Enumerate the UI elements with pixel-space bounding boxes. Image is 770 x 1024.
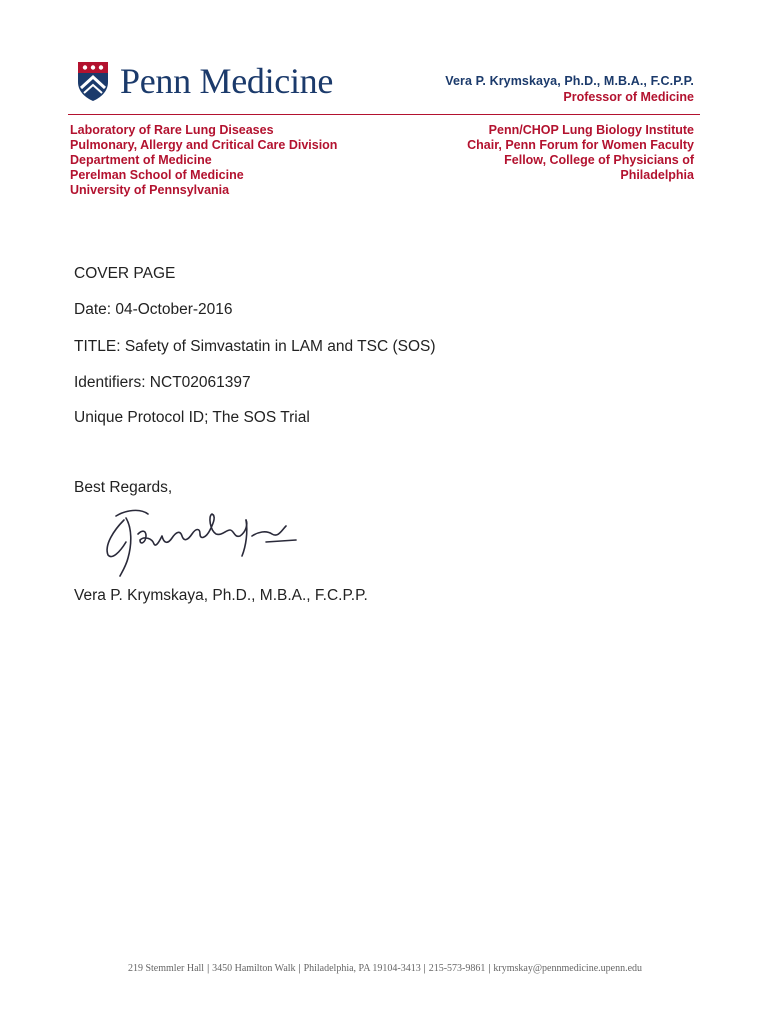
- affiliation-line: Pulmonary, Allergy and Critical Care Division: [70, 138, 338, 152]
- affiliation-line: Chair, Penn Forum for Women Faculty: [467, 138, 694, 152]
- date-line: Date: 04-October-2016: [74, 301, 233, 318]
- header-divider: [68, 114, 700, 115]
- affiliation-line: Fellow, College of Physicians of: [504, 153, 694, 167]
- affiliation-line: Laboratory of Rare Lung Diseases: [70, 123, 274, 137]
- footer-address: [0, 963, 770, 974]
- left-affiliations: [70, 123, 337, 198]
- signer-name: Vera P. Krymskaya, Ph.D., M.B.A., F.C.P.P.: [74, 587, 368, 604]
- footer-separator: |: [488, 963, 491, 974]
- footer-address-line2: 3450 Hamilton Walk: [212, 963, 296, 974]
- penn-shield-icon: [76, 60, 110, 102]
- affiliation-line: Perelman School of Medicine: [70, 168, 244, 182]
- identifiers-line: Identifiers: NCT02061397: [74, 374, 251, 391]
- footer-separator: |: [298, 963, 301, 974]
- right-affiliations: [467, 123, 694, 183]
- affiliation-line: Penn/CHOP Lung Biology Institute: [488, 123, 694, 137]
- professor-name: Vera P. Krymskaya, Ph.D., M.B.A., F.C.P.P.: [445, 74, 694, 88]
- affiliation-line: Philadelphia: [620, 168, 694, 182]
- protocol-line: Unique Protocol ID; The SOS Trial: [74, 409, 310, 426]
- footer-phone: 215-573-9861: [428, 963, 486, 974]
- professor-block: [445, 74, 694, 104]
- title-line: TITLE: Safety of Simvastatin in LAM and TSC (SOS): [74, 338, 436, 355]
- penn-medicine-logo: [76, 60, 333, 102]
- affiliation-line: University of Pennsylvania: [70, 183, 230, 197]
- cover-heading: COVER PAGE: [74, 265, 176, 282]
- footer-separator: |: [423, 963, 426, 974]
- closing-line: Best Regards,: [74, 479, 173, 496]
- footer-separator: |: [207, 963, 210, 974]
- professor-title: Professor of Medicine: [563, 90, 694, 104]
- footer-email: krymskay@pennmedicine.upenn.edu: [493, 963, 643, 974]
- signature-image: [96, 500, 316, 580]
- logo-wordmark: Penn Medicine: [120, 61, 334, 101]
- footer-city: Philadelphia, PA 19104-3413: [303, 963, 421, 974]
- affiliation-line: Department of Medicine: [70, 153, 212, 167]
- footer-address-line1: 219 Stemmler Hall: [127, 963, 205, 974]
